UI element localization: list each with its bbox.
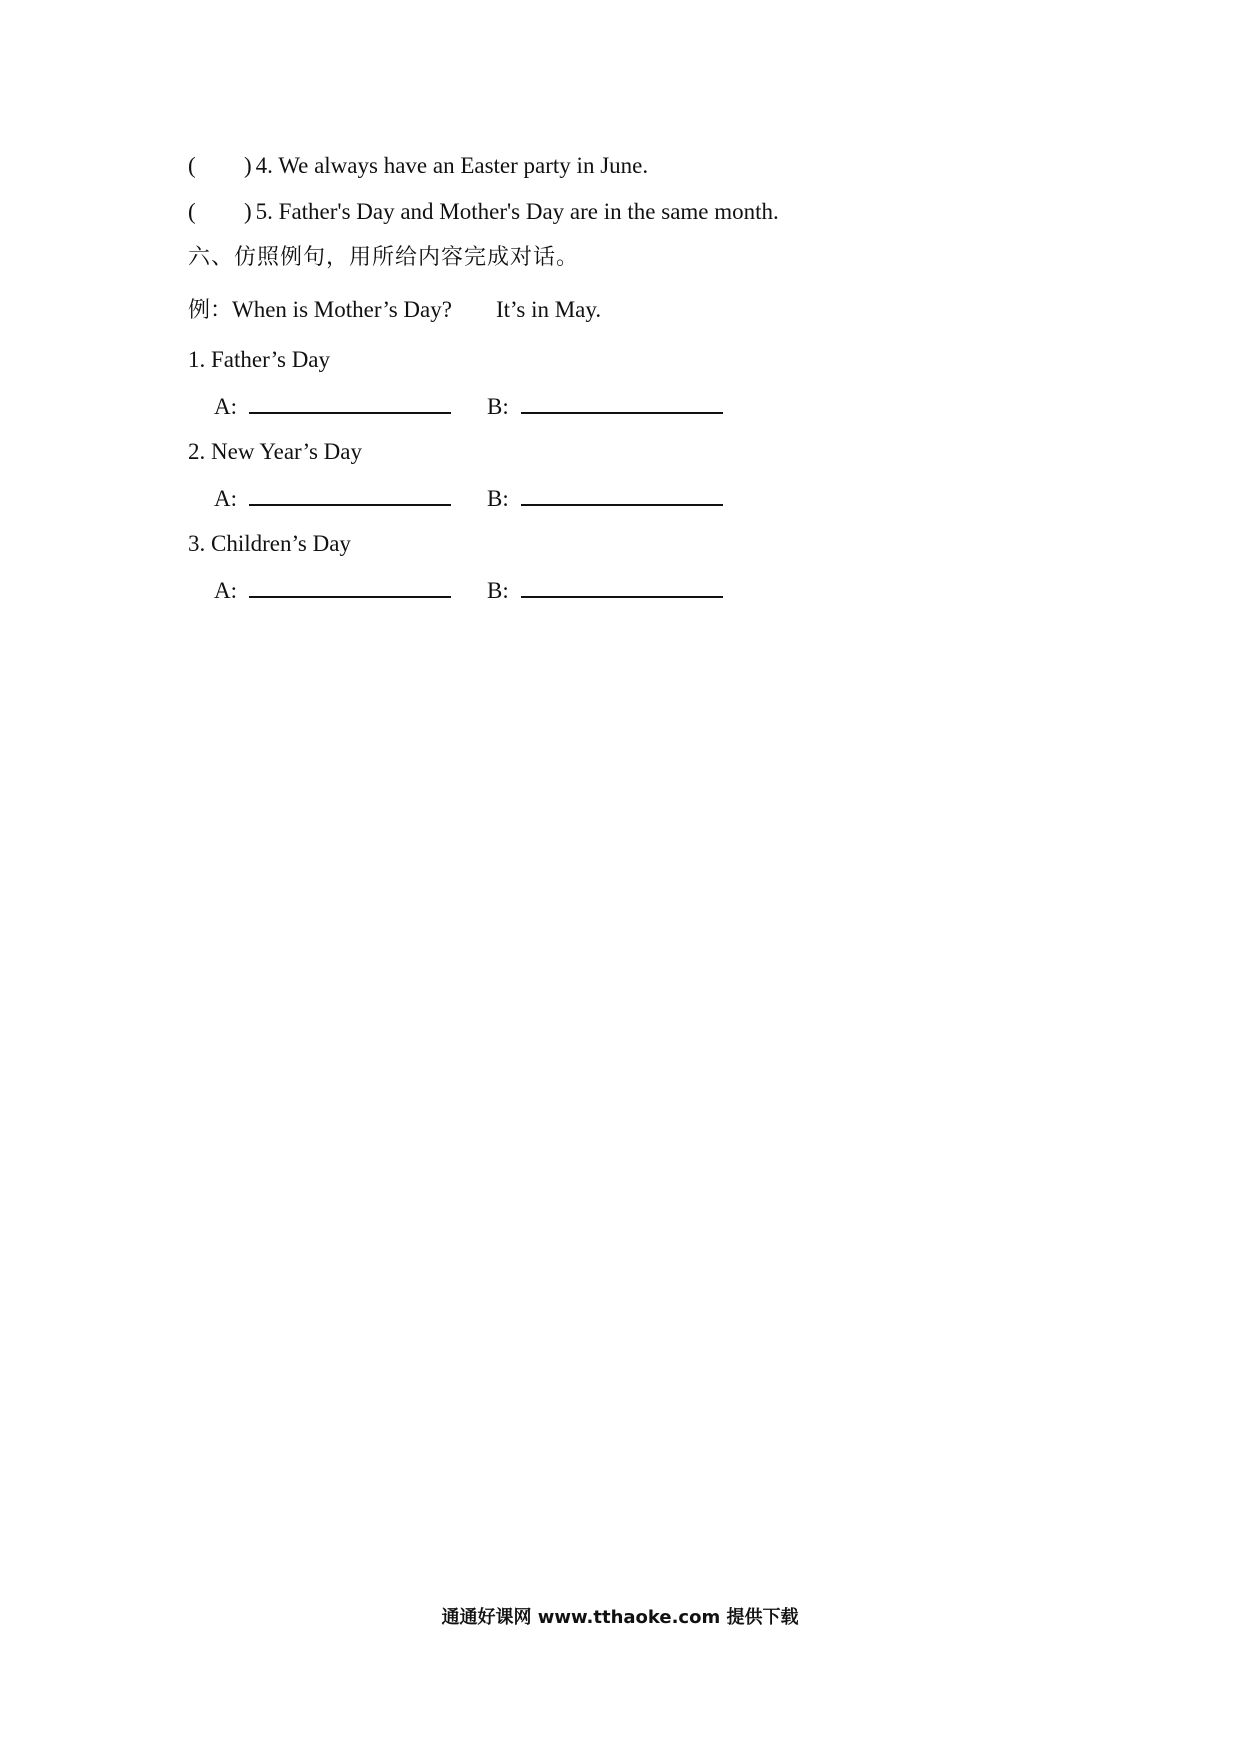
- answer-blank-b[interactable]: [521, 576, 723, 598]
- item-title: 1. Father’s Day: [188, 347, 331, 372]
- answer-bracket-close: ): [244, 199, 252, 224]
- example-line: [188, 296, 601, 325]
- item-title: 2. New Year’s Day: [188, 439, 362, 464]
- answer-blank-b[interactable]: [521, 392, 723, 414]
- item-title: 3. Children’s Day: [188, 531, 351, 556]
- question-4: [188, 152, 648, 180]
- answer-blank-b[interactable]: [521, 484, 723, 506]
- page-footer: 通通好课网 www.tthaoke.com 提供下载: [441, 1607, 799, 1628]
- answer-blank-a[interactable]: [249, 392, 451, 414]
- speaker-b-label: B:: [487, 394, 509, 419]
- section-heading: 六、仿照例句，用所给内容完成对话。: [188, 245, 580, 270]
- speaker-a-label: A:: [214, 394, 237, 419]
- dialog-row: [214, 392, 723, 421]
- example-question: When is Mother’s Day?: [232, 297, 452, 322]
- speaker-a-label: A:: [214, 578, 237, 603]
- question-5: [188, 198, 779, 226]
- speaker-a-label: A:: [214, 486, 237, 511]
- speaker-b-label: B:: [487, 578, 509, 603]
- dialog-row: [214, 576, 723, 605]
- answer-blank-a[interactable]: [249, 484, 451, 506]
- answer-bracket-close: ): [244, 153, 252, 178]
- question-text: 5. Father's Day and Mother's Day are in the same month.: [255, 199, 779, 224]
- dialog-row: [214, 484, 723, 513]
- answer-bracket-open: (: [188, 153, 196, 178]
- speaker-b-label: B:: [487, 486, 509, 511]
- question-text: 4. We always have an Easter party in June.: [255, 153, 649, 178]
- answer-bracket-open: (: [188, 199, 196, 224]
- example-answer: It’s in May.: [495, 297, 602, 322]
- example-label: 例：: [188, 298, 233, 323]
- answer-blank-a[interactable]: [249, 576, 451, 598]
